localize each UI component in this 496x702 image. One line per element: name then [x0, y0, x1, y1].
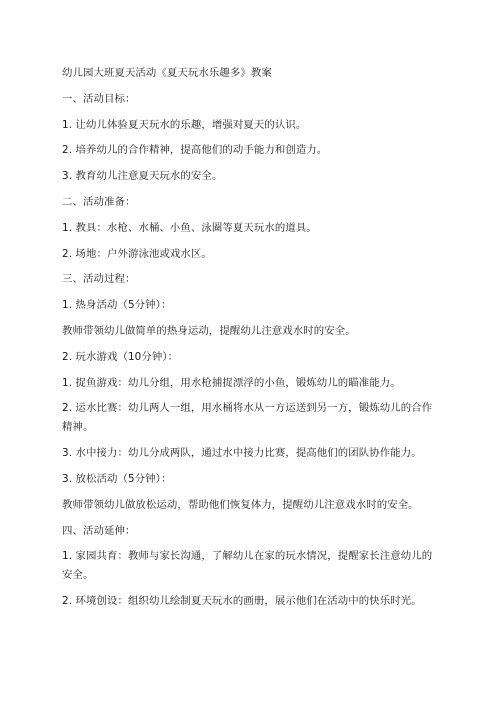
- section-heading-goals: 一、活动目标：: [62, 92, 136, 105]
- paragraph: 2. 场地：户外游泳池或戏水区。: [62, 247, 212, 260]
- section-heading-preparation: 二、活动准备：: [62, 195, 136, 208]
- paragraph: 1. 热身活动（5分钟）：: [62, 299, 172, 312]
- section-heading-process: 三、活动过程：: [62, 273, 136, 286]
- document-title: 幼儿园大班夏天活动《夏天玩水乐趣多》教案: [62, 67, 272, 79]
- paragraph: 2. 环境创设：组织幼儿绘制夏天玩水的画册，展示他们在活动中的快乐时光。: [62, 595, 422, 608]
- paragraph: 教师带领幼儿做简单的热身运动，提醒幼儿注意戏水时的安全。: [62, 324, 356, 337]
- paragraph: 1. 家园共育：教师与家长沟通，了解幼儿在家的玩水情况，提醒家长注意幼儿的安全。: [62, 550, 433, 582]
- paragraph: 2. 培养幼儿的合作精神，提高他们的动手能力和创造力。: [62, 144, 328, 157]
- paragraph: 2. 运水比赛：幼儿两人一组，用水桶将水从一方运送到另一方，锻炼幼儿的合作精神。: [62, 402, 433, 434]
- paragraph: 2. 玩水游戏（10分钟）：: [62, 350, 179, 363]
- section-heading-extension: 四、活动延伸：: [62, 524, 136, 537]
- paragraph: 教师带领幼儿做放松运动，帮助他们恢复体力，提醒幼儿注意戏水时的安全。: [62, 498, 419, 511]
- paragraph: 3. 教育幼儿注意夏天玩水的安全。: [62, 170, 223, 183]
- paragraph: 1. 捉鱼游戏：幼儿分组，用水枪捕捉漂浮的小鱼，锻炼幼儿的瞄准能力。: [62, 376, 401, 389]
- paragraph: 1. 让幼儿体验夏天玩水的乐趣，增强对夏天的认识。: [62, 118, 307, 131]
- paragraph: 3. 水中接力：幼儿分成两队，通过水中接力比赛，提高他们的团队协作能力。: [62, 447, 422, 460]
- paragraph: 1. 教具：水枪、水桶、小鱼、泳圈等夏天玩水的道具。: [62, 221, 317, 234]
- paragraph: 3. 放松活动（5分钟）：: [62, 472, 172, 485]
